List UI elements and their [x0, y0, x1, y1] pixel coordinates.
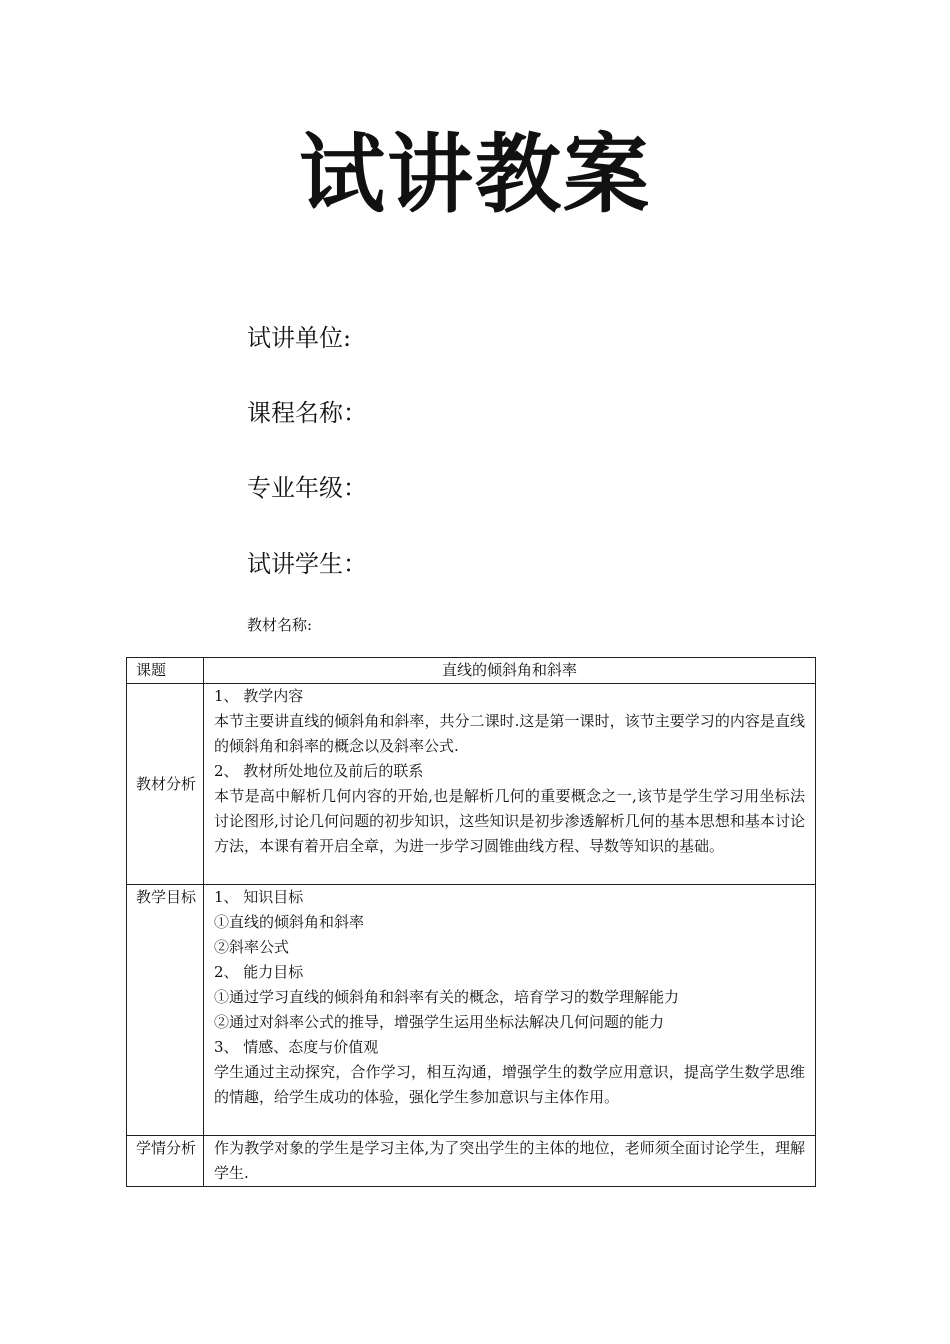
goals-line: ②通过对斜率公式的推导，增强学生运用坐标法解决几何问题的能力 [214, 1013, 665, 1031]
info-grade: 专业年级： [247, 474, 367, 502]
info-student: 试讲学生： [247, 550, 367, 578]
table-row-topic [127, 658, 816, 684]
table-row-teaching-goals [127, 885, 816, 1136]
goals-line: 3、 情感、态度与价值观 [214, 1038, 379, 1056]
textbook-analysis-label: 教材分析 [127, 684, 204, 885]
goals-line: 2、 能力目标 [214, 963, 304, 981]
textbook-name-label: 教材名称: [247, 616, 313, 634]
analysis-line: 本节主要讲直线的倾斜角和斜率，共分二课时.这是第一课时，该节主要学习的内容是直线的倾斜角和斜率的概念以及斜率公式. [214, 712, 805, 755]
analysis-line: 1、 教学内容 [214, 687, 304, 705]
student-analysis-label: 学情分析 [127, 1136, 204, 1187]
info-course: 课程名称： [247, 399, 367, 427]
lesson-plan-table [126, 657, 816, 1187]
teaching-goals-content [204, 885, 816, 1136]
table-row-textbook-analysis [127, 684, 816, 885]
analysis-line: 本节是高中解析几何内容的开始,也是解析几何的重要概念之一,该节是学生学习用坐标法讨论图形,讨论几何问题的初步知识，这些知识是初步渗透解析几何的基本思想和基本讨论方法，本课有着开启全章，为进一步学习圆锥曲线方程、导数等知识的基础。 [214, 787, 805, 855]
topic-label: 课题 [127, 658, 204, 684]
student-analysis-text: 作为教学对象的学生是学习主体,为了突出学生的主体的地位，老师须全面讨论学生，理解学生. [214, 1139, 805, 1182]
analysis-line: 2、 教材所处地位及前后的联系 [214, 762, 424, 780]
goals-line: ①直线的倾斜角和斜率 [214, 913, 365, 931]
topic-value: 直线的倾斜角和斜率 [204, 658, 816, 684]
table-row-student-analysis [127, 1136, 816, 1187]
textbook-analysis-content [204, 684, 816, 885]
goals-line: 1、 知识目标 [214, 888, 304, 906]
goals-line: ②斜率公式 [214, 938, 290, 956]
student-analysis-content [204, 1136, 816, 1187]
goals-line: ①通过学习直线的倾斜角和斜率有关的概念，培育学习的数学理解能力 [214, 988, 680, 1006]
info-unit: 试讲单位: [247, 324, 352, 352]
page-title: 试讲教案 [299, 125, 651, 225]
teaching-goals-label: 教学目标 [127, 885, 204, 1136]
goals-line: 学生通过主动探究，合作学习，相互沟通，增强学生的数学应用意识，提高学生数学思维的情趣，给学生成功的体验，强化学生参加意识与主体作用。 [214, 1063, 805, 1106]
